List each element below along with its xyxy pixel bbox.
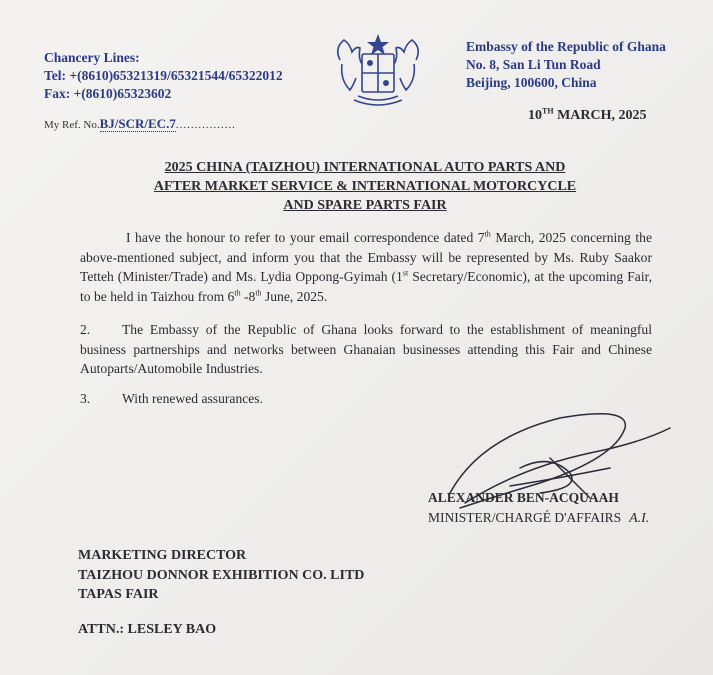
subject-line-2: AFTER MARKET SERVICE & INTERNATIONAL MOTORCYCLE xyxy=(153,179,577,194)
p1-text-b: March, 2025 concerning the above-mentioned subject, and inform you that the Embassy will be represented by Ms. Ruby Saakor Tetteh (Minister/Trade) and Ms. Lydia Oppong-Gyimah (1 xyxy=(80,230,652,284)
date-rest: MARCH, 2025 xyxy=(553,108,647,123)
letter-date xyxy=(528,108,647,124)
ref-dots: ................ xyxy=(175,119,236,131)
p2-text: The Embassy of the Republic of Ghana looks forward to the establishment of meaningful business partnerships and networks between Ghanaian businesses attending this Fair and Chinese Autoparts/Automobile Industries. xyxy=(80,322,652,376)
fax-line: Fax: +(8610)65323602 xyxy=(44,86,172,101)
p1-text-e: June, 2025. xyxy=(261,288,328,304)
embassy-name: Embassy of the Republic of Ghana xyxy=(466,39,666,54)
attention-line: ATTN.: LESLEY BAO xyxy=(78,622,217,637)
chancery-lines-label: Chancery Lines: xyxy=(44,50,140,65)
signatory-title: MINISTER/CHARGÉ D'AFFAIRS xyxy=(428,510,622,525)
chancery-contact xyxy=(44,49,283,103)
p3-text: With renewed assurances. xyxy=(122,391,263,406)
paragraph-1 xyxy=(80,228,652,306)
signatory-ai: A.I. xyxy=(629,511,650,526)
paragraph-2 xyxy=(80,320,652,379)
p2-number: 2. xyxy=(80,322,91,337)
crest-star xyxy=(367,34,389,55)
subject-line-3: AND SPARE PARTS FAIR xyxy=(283,198,447,213)
p1-sup-3: th xyxy=(234,287,241,297)
addressee-line-2: TAIZHOU DONNOR EXHIBITION CO. LITD xyxy=(78,567,365,583)
embassy-street: No. 8, San Li Tun Road xyxy=(466,57,601,72)
addressee-line-1: MARKETING DIRECTOR xyxy=(78,548,247,563)
embassy-address xyxy=(466,38,666,92)
p1-text-a: I have the honour to refer to your email correspondence dated 7 xyxy=(126,230,485,245)
signatory-name: ALEXANDER BEN-ACQUAAH xyxy=(428,490,619,505)
subject-line-1: 2025 CHINA (TAIZHOU) INTERNATIONAL AUTO PARTS AND xyxy=(164,160,566,175)
ref-value: BJ/SCR/EC.7 xyxy=(99,116,176,131)
reference-number xyxy=(44,116,236,132)
p1-sup-4: th xyxy=(255,287,262,297)
signatory-block xyxy=(428,488,649,529)
date-day: 10 xyxy=(528,108,542,123)
date-suffix: TH xyxy=(542,106,554,116)
p1-text-d: -8 xyxy=(240,288,256,304)
embassy-city: Beijing, 100600, China xyxy=(466,75,597,90)
telephone-line: Tel: +(8610)65321319/65321544/65322012 xyxy=(44,68,283,83)
signatory-title-line xyxy=(428,508,649,529)
p1-sup-1: th xyxy=(484,229,491,239)
addressee-line-3: TAPAS FAIR xyxy=(78,587,159,602)
ref-label: My Ref. No. xyxy=(44,119,100,131)
ghana-coat-of-arms-icon xyxy=(330,30,426,112)
subject-heading xyxy=(120,158,610,215)
p1-sup-2: st xyxy=(402,268,409,278)
p3-number: 3. xyxy=(80,391,91,406)
addressee-block xyxy=(78,546,364,605)
p1-text-c: Secretary/Economic), at the upcoming Fair, to be held in Taizhou from 6 xyxy=(80,269,652,304)
